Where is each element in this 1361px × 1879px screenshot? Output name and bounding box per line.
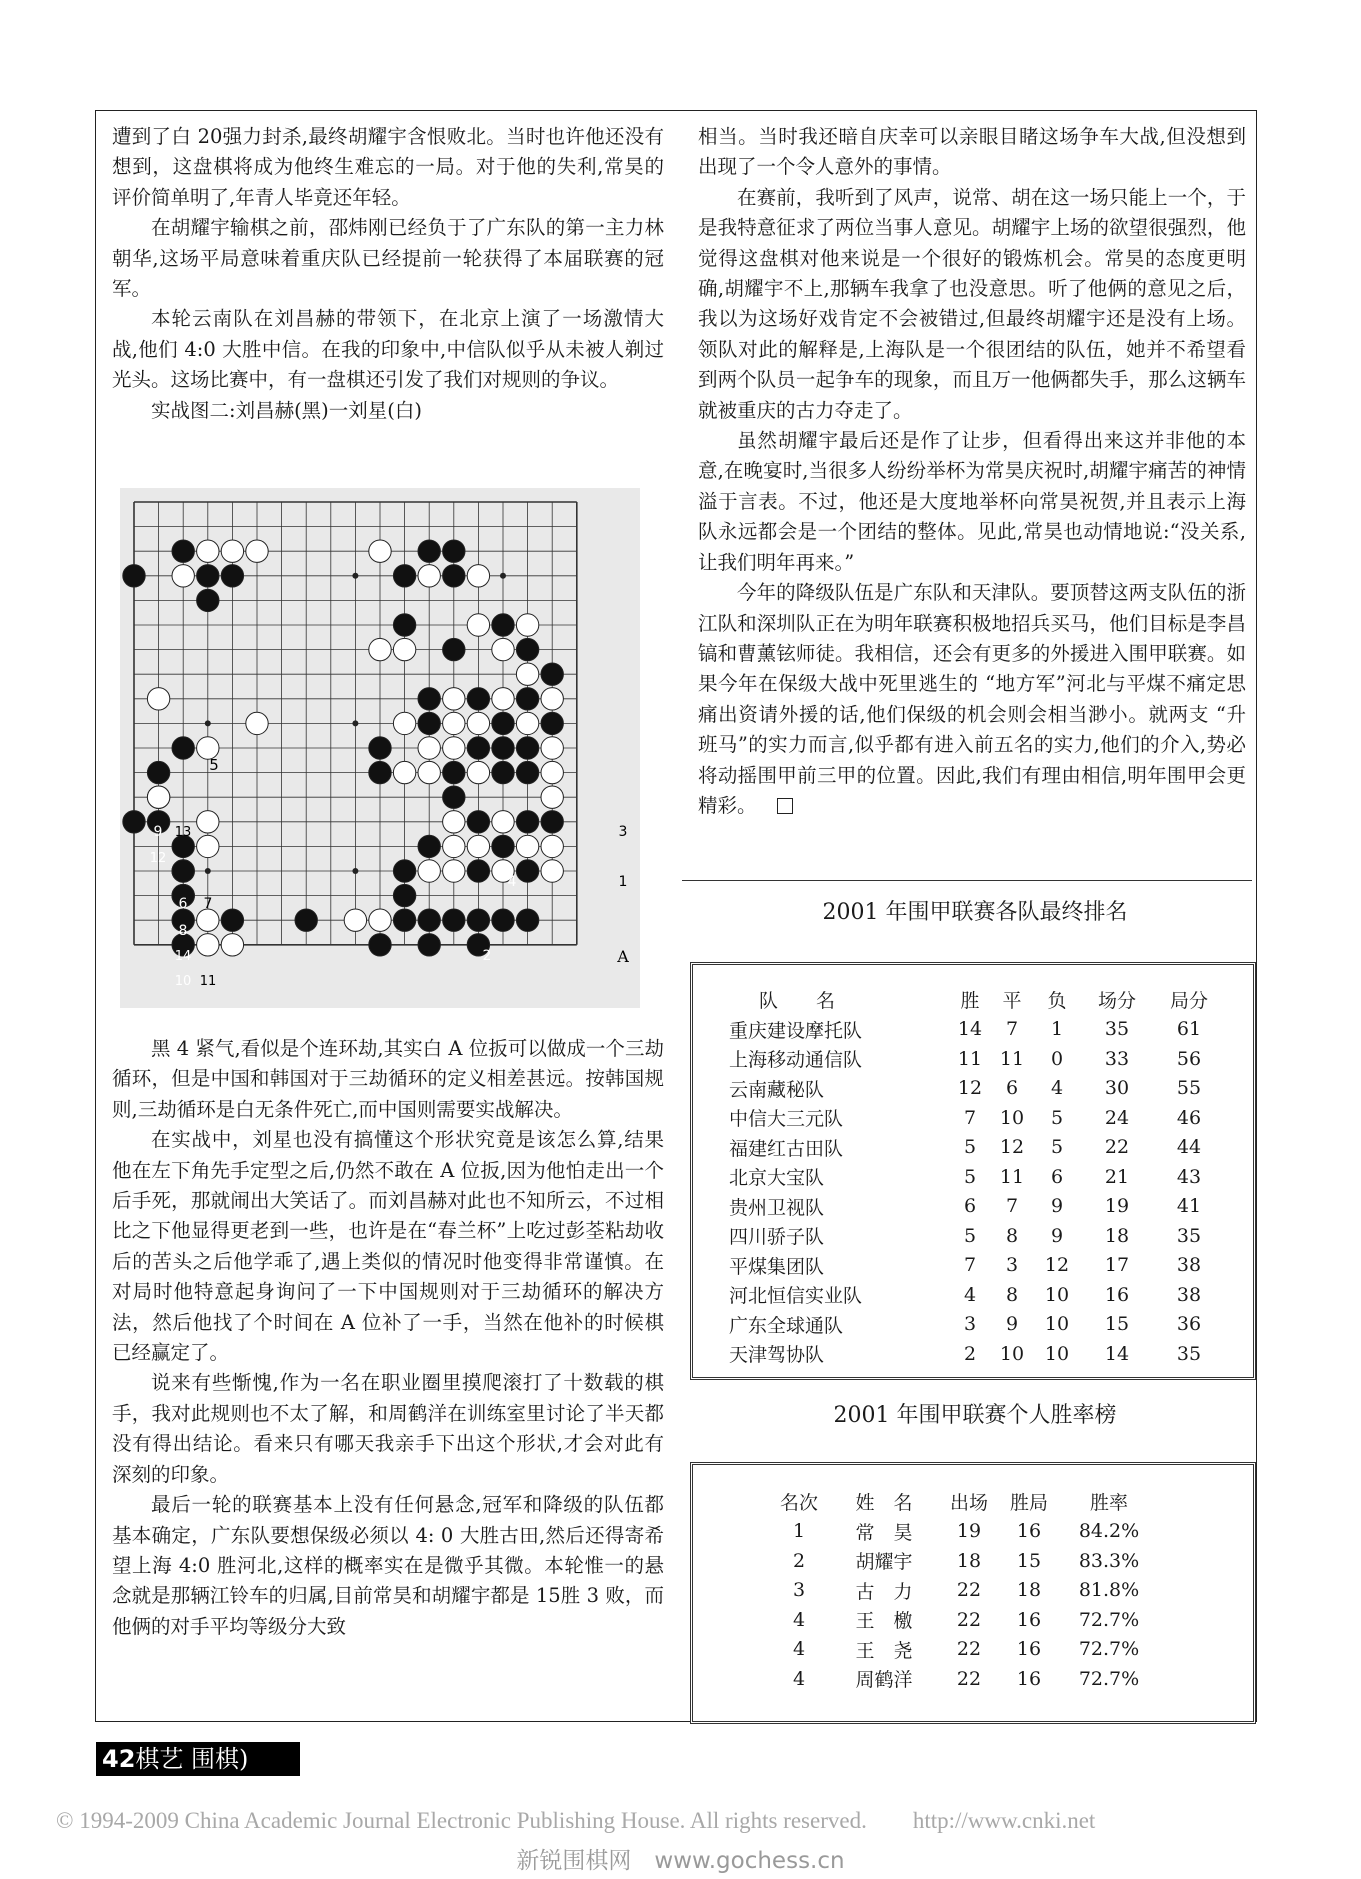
white-stone xyxy=(443,860,465,882)
table-cell: 王 尧 xyxy=(855,1639,913,1662)
table-row xyxy=(729,1221,1225,1251)
move-label: 13 xyxy=(174,825,192,840)
black-stone xyxy=(147,761,169,783)
black-stone xyxy=(492,614,514,636)
header-team: 队 名 xyxy=(759,990,836,1013)
table-cell: 贵州卫视队 xyxy=(729,1196,825,1219)
table-cell: 10 xyxy=(999,1106,1025,1129)
table-cell: 河北恒信实业队 xyxy=(729,1285,863,1308)
black-stone xyxy=(393,565,415,587)
white-stone xyxy=(369,909,391,931)
white-stone xyxy=(492,688,514,710)
table-cell: 22 xyxy=(956,1667,982,1690)
black-stone xyxy=(467,737,489,759)
move-label: 5 xyxy=(209,756,219,774)
white-stone xyxy=(197,835,219,857)
white-stone xyxy=(418,761,440,783)
table-cell: 56 xyxy=(1176,1047,1202,1070)
white-stone xyxy=(197,934,219,956)
table-row xyxy=(729,1044,1225,1074)
table-cell: 22 xyxy=(956,1638,982,1661)
winrate-table xyxy=(769,1487,1159,1694)
white-stone xyxy=(443,811,465,833)
black-stone xyxy=(443,761,465,783)
table-cell: 15 xyxy=(1104,1313,1130,1336)
table-cell: 8 xyxy=(1005,1224,1019,1247)
table-cell: 72.7% xyxy=(1078,1667,1140,1690)
black-stone xyxy=(418,835,440,857)
black-stone xyxy=(197,565,219,587)
header-game-points: 局分 xyxy=(1169,990,1208,1013)
black-stone xyxy=(393,614,415,636)
winrate-header-row xyxy=(769,1487,1159,1517)
table-row xyxy=(729,1015,1225,1045)
table-cell: 16 xyxy=(1016,1638,1042,1661)
table-cell: 10 xyxy=(1044,1342,1070,1365)
paragraph: 本轮云南队在刘昌赫的带领下，在北京上演了一场激情大战,他们 4:0 大胜中信。在我的印象中,中信队似乎从未被人剃过光头。这场比赛中，有一盘棋还引发了我们对规则的争议。 xyxy=(112,307,664,392)
move-label: 8 xyxy=(178,923,188,939)
standings-header-row xyxy=(729,985,1225,1015)
black-stone xyxy=(492,761,514,783)
table-row xyxy=(769,1605,1159,1635)
table-cell: 3 xyxy=(963,1313,977,1336)
table-cell: 6 xyxy=(1050,1165,1064,1188)
header-name: 姓 名 xyxy=(855,1492,913,1515)
paragraph: 相当。当时我还暗自庆幸可以亲眼目睹这场争车大战,但没想到出现了一个令人意外的事情。 xyxy=(698,125,1246,179)
table-cell: 33 xyxy=(1104,1047,1130,1070)
standings-table xyxy=(729,985,1225,1369)
black-stone xyxy=(123,565,145,587)
white-stone xyxy=(492,638,514,660)
standings-title: 2001 年围甲联赛各队最终排名 xyxy=(822,900,1128,925)
white-stone xyxy=(443,688,465,710)
table-row xyxy=(769,1664,1159,1694)
table-cell: 16 xyxy=(1016,1520,1042,1543)
white-stone xyxy=(492,811,514,833)
black-stone xyxy=(492,835,514,857)
white-stone xyxy=(467,761,489,783)
paragraph-text: 今年的降级队伍是广东队和天津队。要顶替这两支队伍的浙江队和深圳队正在为明年联赛积极地招兵买马，他们目标是李昌镐和曹薰铉师徒。我相信，还会有更多的外援进入围甲联赛。如果今年在保级大战中死里逃生的 “地方军”河北与平煤不痛定思痛出资请外援的话,他们保级的机会则会相当渺小。就两支 “升班马”的实力而言,似乎都有进入前五名的实力,他们的介入,势必将动摇围甲前三甲的位置。因此,我们有理由相信,明年围甲会更精彩。 xyxy=(698,581,1246,817)
black-stone xyxy=(516,860,538,882)
table-cell: 18 xyxy=(1104,1224,1130,1247)
left-column-bottom xyxy=(112,1034,664,1642)
white-stone xyxy=(516,663,538,685)
paragraph: 最后一轮的联赛基本上没有任何悬念,冠军和降级的队伍都基本确定，广东队要想保级必须以 4: 0 大胜古田,然后还得寄希望上海 4:0 胜河北,这样的概率实在是微乎其微。本轮惟一的悬念就是那辆江铃车的归属,目前常昊和胡耀宇都是 15胜 3 败，而他俩的对手平均等级分大致 xyxy=(112,1493,664,1638)
white-stone xyxy=(393,638,415,660)
table-cell: 云南藏秘队 xyxy=(729,1078,825,1101)
black-stone xyxy=(516,737,538,759)
table-cell: 44 xyxy=(1176,1136,1202,1159)
table-cell: 古 力 xyxy=(855,1580,913,1603)
table-cell: 7 xyxy=(1005,1018,1019,1041)
white-stone xyxy=(197,909,219,931)
black-stone xyxy=(197,589,219,611)
table-cell: 3 xyxy=(1005,1254,1019,1277)
paragraph: 黑 4 紧气,看似是个连环劫,其实白 A 位扳可以做成一个三劫循环，但是中国和韩国对于三劫循环的定义相差甚远。按韩国规则,三劫循环是白无条件死亡,而中国则需要实战解决。 xyxy=(112,1037,664,1121)
table-cell: 12 xyxy=(999,1136,1025,1159)
table-cell: 35 xyxy=(1104,1018,1130,1041)
white-stone xyxy=(467,835,489,857)
white-stone xyxy=(393,761,415,783)
white-stone xyxy=(541,786,563,808)
table-cell: 16 xyxy=(1104,1283,1130,1306)
table-cell: 14 xyxy=(957,1018,983,1041)
table-cell: 41 xyxy=(1176,1195,1202,1218)
black-stone xyxy=(443,786,465,808)
black-stone xyxy=(516,811,538,833)
white-stone xyxy=(418,737,440,759)
table-cell: 22 xyxy=(956,1579,982,1602)
magazine-name: 棋艺 xyxy=(135,1745,184,1773)
table-cell: 天津驾协队 xyxy=(729,1344,825,1367)
table-cell: 30 xyxy=(1104,1077,1130,1100)
white-stone xyxy=(393,712,415,734)
black-stone xyxy=(418,934,440,956)
white-stone xyxy=(221,540,243,562)
white-stone xyxy=(467,712,489,734)
header-games: 出场 xyxy=(949,1492,988,1515)
table-cell: 43 xyxy=(1176,1165,1202,1188)
table-row xyxy=(729,1133,1225,1163)
header-match-points: 场分 xyxy=(1097,990,1136,1013)
table-cell: 5 xyxy=(1050,1136,1064,1159)
table-cell: 1 xyxy=(792,1520,806,1543)
table-cell: 16 xyxy=(1016,1667,1042,1690)
white-stone xyxy=(147,688,169,710)
table-row xyxy=(729,1251,1225,1281)
page-footer xyxy=(96,1742,300,1776)
table-cell: 12 xyxy=(1044,1254,1070,1277)
table-cell: 4 xyxy=(792,1638,806,1661)
go-diagram xyxy=(120,488,640,1008)
white-stone xyxy=(418,565,440,587)
table-cell: 四川骄子队 xyxy=(729,1226,825,1249)
table-cell: 5 xyxy=(963,1224,977,1247)
point-a-label: A xyxy=(617,947,629,966)
table-cell: 周鹤洋 xyxy=(855,1669,913,1692)
header-win: 胜 xyxy=(960,990,980,1013)
table-cell: 11 xyxy=(999,1047,1025,1070)
left-column-top xyxy=(112,122,664,426)
table-cell: 81.8% xyxy=(1078,1579,1140,1602)
black-stone xyxy=(467,909,489,931)
table-cell: 7 xyxy=(963,1254,977,1277)
table-cell: 19 xyxy=(956,1520,982,1543)
table-cell: 4 xyxy=(1050,1077,1064,1100)
table-cell: 12 xyxy=(957,1077,983,1100)
white-stone xyxy=(221,934,243,956)
move-label: 6 xyxy=(178,896,188,912)
table-row xyxy=(769,1517,1159,1547)
table-cell: 61 xyxy=(1176,1018,1202,1041)
table-cell: 9 xyxy=(1050,1224,1064,1247)
table-cell: 84.2% xyxy=(1078,1520,1140,1543)
table-row xyxy=(729,1192,1225,1222)
table-cell: 15 xyxy=(1016,1549,1042,1572)
move-label: 14 xyxy=(174,949,192,964)
table-cell: 38 xyxy=(1176,1283,1202,1306)
black-stone xyxy=(492,737,514,759)
black-stone xyxy=(443,565,465,587)
header-loss: 负 xyxy=(1047,990,1067,1013)
table-cell: 上海移动通信队 xyxy=(729,1049,863,1072)
black-stone xyxy=(492,712,514,734)
white-stone xyxy=(541,688,563,710)
white-stone xyxy=(246,540,268,562)
black-stone xyxy=(516,688,538,710)
table-cell: 9 xyxy=(1050,1195,1064,1218)
table-cell: 中信大三元队 xyxy=(729,1108,844,1131)
table-cell: 5 xyxy=(1050,1106,1064,1129)
white-stone xyxy=(541,761,563,783)
right-column xyxy=(698,122,1246,821)
black-stone xyxy=(221,909,243,931)
table-row xyxy=(769,1546,1159,1576)
black-stone xyxy=(443,540,465,562)
table-row xyxy=(729,1339,1225,1369)
table-cell: 4 xyxy=(792,1667,806,1690)
table-cell: 10 xyxy=(1044,1283,1070,1306)
white-stone xyxy=(147,786,169,808)
table-cell: 55 xyxy=(1176,1077,1202,1100)
black-stone xyxy=(541,811,563,833)
table-cell: 38 xyxy=(1176,1254,1202,1277)
table-cell: 2 xyxy=(963,1342,977,1365)
move-label: 11 xyxy=(199,974,217,989)
table-cell: 8 xyxy=(1005,1283,1019,1306)
table-cell: 46 xyxy=(1176,1106,1202,1129)
table-row xyxy=(729,1103,1225,1133)
white-stone xyxy=(172,565,194,587)
column-divider xyxy=(682,880,1252,881)
table-cell: 83.3% xyxy=(1078,1549,1140,1572)
move-label: 1 xyxy=(618,874,628,890)
white-stone xyxy=(197,811,219,833)
black-stone xyxy=(467,860,489,882)
white-stone xyxy=(443,712,465,734)
black-stone xyxy=(516,909,538,931)
table-cell: 9 xyxy=(1005,1313,1019,1336)
black-stone xyxy=(172,540,194,562)
black-stone xyxy=(393,909,415,931)
table-cell: 17 xyxy=(1104,1254,1130,1277)
table-cell: 重庆建设摩托队 xyxy=(729,1019,863,1042)
table-cell: 18 xyxy=(1016,1579,1042,1602)
table-cell: 14 xyxy=(1104,1342,1130,1365)
white-stone xyxy=(541,835,563,857)
paragraph: 在实战中，刘星也没有搞懂这个形状究竟是该怎么算,结果他在左下角先手定型之后,仍然不敢在 A 位扳,因为他怕走出一个后手死，那就闹出大笑话了。而刘昌赫对此也不知所云，不过相比之下他显得更老到一些，也许是在“春兰杯”上吃过彭荃粘劫收后的苦头之后他学乖了,遇上类似的情况时他变得非常谨慎。在对局时他特意起身询问了一下中国规则对于三劫循环的解决方法，然后他找了个时间在 A 位补了一手，当然在他补的时候棋已经赢定了。 xyxy=(112,1128,664,1365)
table-cell: 11 xyxy=(957,1047,983,1070)
paragraph-last xyxy=(698,578,1246,821)
table-cell: 2 xyxy=(792,1549,806,1572)
white-stone xyxy=(541,860,563,882)
black-stone xyxy=(418,909,440,931)
table-cell: 7 xyxy=(1005,1195,1019,1218)
white-stone xyxy=(197,540,219,562)
table-cell: 4 xyxy=(792,1608,806,1631)
table-cell: 5 xyxy=(963,1136,977,1159)
table-cell: 福建红古田队 xyxy=(729,1137,844,1160)
table-cell: 广东全球通队 xyxy=(729,1314,844,1337)
site-watermark: 新锐围棋网 www.gochess.cn xyxy=(516,1848,845,1874)
table-cell: 35 xyxy=(1176,1224,1202,1247)
black-stone xyxy=(418,688,440,710)
table-cell: 10 xyxy=(999,1342,1025,1365)
paragraph: 遭到了白 20强力封杀,最终胡耀宇含恨败北。当时也许他还没有想到，这盘棋将成为他终生难忘的一局。对于他的失利,常昊的评价简单明了,年青人毕竟还年轻。 xyxy=(112,125,664,209)
table-cell: 10 xyxy=(1044,1313,1070,1336)
table-cell: 常 昊 xyxy=(855,1521,913,1544)
diagram-caption: 实战图二:刘昌赫(黑)一刘星(白) xyxy=(151,398,423,422)
white-stone xyxy=(516,614,538,636)
black-stone xyxy=(418,540,440,562)
copyright-notice: © 1994-2009 China Academic Journal Electronic Publishing House. All rights reserved. http://www.cnki.net xyxy=(56,1808,1096,1833)
table-cell: 6 xyxy=(963,1195,977,1218)
move-label: 9 xyxy=(153,824,163,840)
black-stone xyxy=(172,737,194,759)
black-stone xyxy=(393,884,415,906)
black-stone xyxy=(123,811,145,833)
move-label: 2 xyxy=(482,948,492,964)
end-mark-icon xyxy=(777,798,793,814)
black-stone xyxy=(492,909,514,931)
table-cell: 6 xyxy=(1005,1077,1019,1100)
table-cell: 22 xyxy=(1104,1136,1130,1159)
black-stone xyxy=(467,811,489,833)
white-stone xyxy=(344,909,366,931)
table-cell: 4 xyxy=(963,1283,977,1306)
table-cell: 1 xyxy=(1050,1018,1064,1041)
table-cell: 19 xyxy=(1104,1195,1130,1218)
table-cell: 0 xyxy=(1050,1047,1064,1070)
table-row xyxy=(729,1310,1225,1340)
go-board xyxy=(120,488,640,1008)
table-row xyxy=(729,1280,1225,1310)
header-wins: 胜局 xyxy=(1009,1492,1048,1515)
paragraph: 虽然胡耀宇最后还是作了让步，但看得出来这并非他的本意,在晚宴时,当很多人纷纷举杯为常昊庆祝时,胡耀宇痛苦的神情溢于言表。不过，他还是大度地举杯向常昊祝贺,并且表示上海队永远都会是一个团结的整体。见此,常昊也动情地说:“没关系,让我们明年再来。” xyxy=(698,429,1246,574)
table-cell: 18 xyxy=(956,1549,982,1572)
winrate-title: 2001 年围甲联赛个人胜率榜 xyxy=(833,1403,1117,1428)
white-stone xyxy=(369,638,391,660)
black-stone xyxy=(369,761,391,783)
white-stone xyxy=(467,614,489,636)
table-row xyxy=(769,1576,1159,1606)
white-stone xyxy=(443,835,465,857)
white-stone xyxy=(418,860,440,882)
table-cell: 22 xyxy=(956,1608,982,1631)
winrate-box xyxy=(690,1462,1256,1724)
white-stone xyxy=(516,712,538,734)
white-stone xyxy=(443,737,465,759)
paragraph: 说来有些惭愧,作为一名在职业圈里摸爬滚打了十数载的棋手，我对此规则也不太了解，和周鹤洋在训练室里讨论了半天都没有得出结论。看来只有哪天我亲手下出这个形状,才会对此有深刻的印象。 xyxy=(112,1371,664,1486)
header-rank: 名次 xyxy=(779,1492,818,1515)
section-name: 围棋) xyxy=(191,1745,249,1773)
black-stone xyxy=(541,712,563,734)
black-stone xyxy=(172,860,194,882)
standings-box xyxy=(690,962,1256,1380)
move-label: 12 xyxy=(149,851,167,866)
paragraph: 在胡耀宇输棋之前，邵炜刚已经负于了广东队的第一主力林朝华,这场平局意味着重庆队已经提前一轮获得了本届联赛的冠军。 xyxy=(112,216,664,301)
black-stone xyxy=(443,638,465,660)
table-cell: 24 xyxy=(1104,1106,1130,1129)
table-cell: 平煤集团队 xyxy=(729,1255,825,1278)
black-stone xyxy=(443,909,465,931)
black-stone xyxy=(369,737,391,759)
table-cell: 5 xyxy=(963,1165,977,1188)
white-stone xyxy=(246,712,268,734)
table-cell: 72.7% xyxy=(1078,1608,1140,1631)
table-cell: 16 xyxy=(1016,1608,1042,1631)
table-row xyxy=(729,1074,1225,1104)
table-cell: 王 檄 xyxy=(855,1610,913,1633)
table-cell: 35 xyxy=(1176,1342,1202,1365)
black-stone xyxy=(393,860,415,882)
move-label: 3 xyxy=(618,824,628,840)
paragraph: 在赛前，我听到了风声，说常、胡在这一场只能上一个，于是我特意征求了两位当事人意见。胡耀宇上场的欲望很强烈，他觉得这盘棋对他来说是一个很好的锻炼机会。常昊的态度更明确,胡耀宇不上,那辆车我拿了也没意思。听了他俩的意见之后，我以为这场好戏肯定不会被错过,但最终胡耀宇还是没有上场。领队对此的解释是,上海队是一个很团结的队伍，她并不希望看到两个队员一起争车的现象，而且万一他俩都失手，那么这辆车就被重庆的古力夺走了。 xyxy=(698,185,1246,422)
white-stone xyxy=(467,565,489,587)
table-cell: 21 xyxy=(1104,1165,1130,1188)
move-label: 7 xyxy=(203,896,213,912)
page-number: 42 xyxy=(102,1745,136,1773)
white-stone xyxy=(516,835,538,857)
table-row xyxy=(729,1162,1225,1192)
black-stone xyxy=(467,688,489,710)
header-draw: 平 xyxy=(1002,990,1022,1013)
black-stone xyxy=(418,712,440,734)
table-row xyxy=(769,1635,1159,1665)
black-stone xyxy=(369,934,391,956)
table-cell: 72.7% xyxy=(1078,1638,1140,1661)
black-stone xyxy=(295,909,317,931)
table-cell: 3 xyxy=(792,1579,806,1602)
white-stone xyxy=(369,540,391,562)
table-cell: 胡耀宇 xyxy=(855,1551,913,1574)
black-stone xyxy=(541,663,563,685)
black-stone xyxy=(516,761,538,783)
move-label: 4 xyxy=(507,874,517,890)
white-stone xyxy=(541,737,563,759)
table-cell: 36 xyxy=(1176,1313,1202,1336)
table-cell: 7 xyxy=(963,1106,977,1129)
table-cell: 北京大宝队 xyxy=(729,1167,825,1190)
move-label: 10 xyxy=(174,974,192,989)
header-rate: 胜率 xyxy=(1089,1492,1128,1515)
black-stone xyxy=(221,565,243,587)
table-cell: 11 xyxy=(999,1165,1025,1188)
black-stone xyxy=(516,638,538,660)
